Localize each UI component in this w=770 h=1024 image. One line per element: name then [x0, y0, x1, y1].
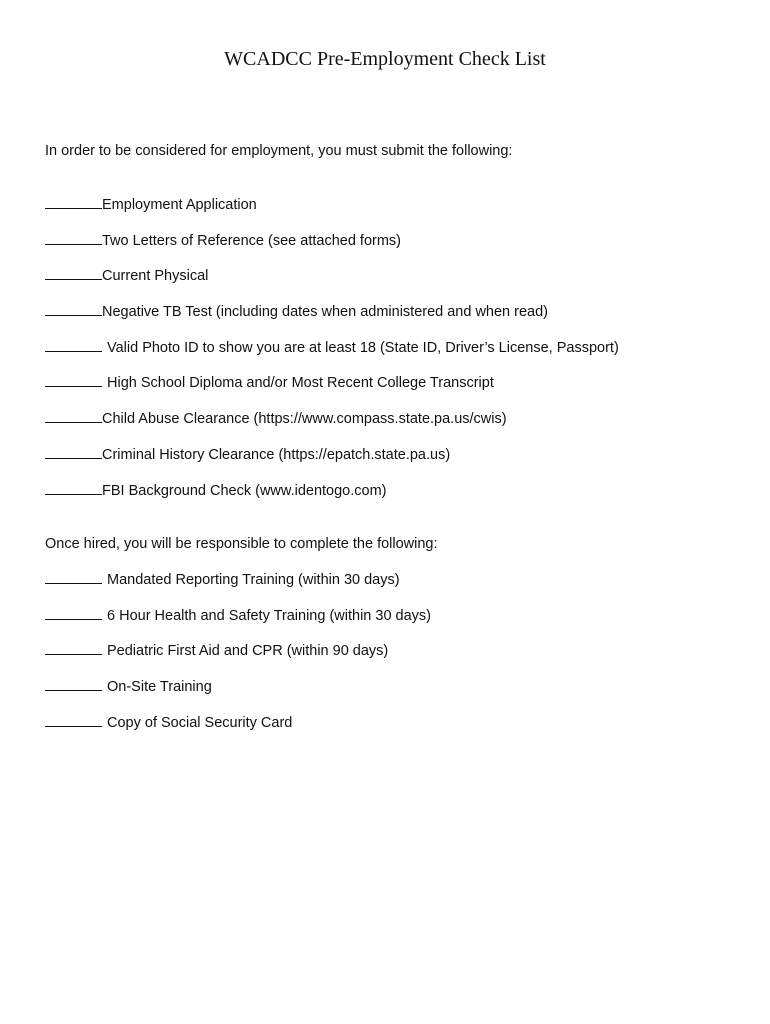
pre-employment-checklist	[45, 194, 745, 515]
checklist-item-label: Criminal History Clearance (https://epatch.state.pa.us)	[102, 446, 451, 463]
checkbox-blank-line[interactable]	[45, 372, 102, 387]
checkbox-blank-line[interactable]	[45, 676, 102, 691]
checklist-item-label: Pediatric First Aid and CPR (within 90 days)	[107, 643, 389, 660]
checklist-item-label: Copy of Social Security Card	[107, 714, 293, 731]
checkbox-blank-line[interactable]	[45, 230, 102, 245]
checkbox-blank-line[interactable]	[45, 408, 102, 423]
checklist-item-label: On-Site Training	[107, 679, 212, 696]
checklist-item-tb-test	[45, 301, 745, 337]
checklist-item-on-site-training	[45, 676, 745, 712]
checklist-item-label: Two Letters of Reference (see attached forms)	[102, 232, 401, 249]
checkbox-blank-line[interactable]	[45, 569, 102, 584]
checklist-item-employment-application	[45, 194, 745, 230]
checklist-item-photo-id	[45, 337, 745, 373]
checklist-item-current-physical	[45, 265, 745, 301]
checklist-item-child-abuse-clearance	[45, 408, 745, 444]
checklist-item-label: Mandated Reporting Training (within 30 days)	[107, 572, 400, 588]
intro-text: In order to be considered for employment, you must submit the following:	[45, 143, 513, 159]
checklist-item-first-aid-cpr	[45, 640, 745, 676]
checkbox-blank-line[interactable]	[45, 194, 102, 209]
checkbox-blank-line[interactable]	[45, 480, 102, 495]
checklist-item-label: Negative TB Test (including dates when administered and when read)	[102, 304, 549, 321]
checkbox-blank-line[interactable]	[45, 712, 102, 727]
checkbox-blank-line[interactable]	[45, 301, 102, 316]
checklist-item-label: Employment Application	[102, 197, 257, 213]
checklist-item-mandated-reporting	[45, 569, 745, 605]
checklist-item-label: Current Physical	[102, 268, 209, 285]
checklist-item-label: Child Abuse Clearance (https://www.compass.state.pa.us/cwis)	[102, 411, 507, 428]
post-hire-checklist	[45, 569, 745, 747]
checkbox-blank-line[interactable]	[45, 444, 102, 459]
checklist-item-fbi-background-check	[45, 480, 745, 516]
checklist-item-diploma-transcript	[45, 372, 745, 408]
checklist-item-label: FBI Background Check (www.identogo.com)	[102, 482, 387, 499]
checkbox-blank-line[interactable]	[45, 605, 102, 620]
page-title: WCADCC Pre-Employment Check List	[224, 48, 546, 70]
checklist-item-criminal-history-clearance	[45, 444, 745, 480]
checklist-item-label: 6 Hour Health and Safety Training (within 30 days)	[107, 607, 432, 624]
checklist-item-label: Valid Photo ID to show you are at least 18 (State ID, Driver’s License, Passport)	[107, 339, 619, 356]
checkbox-blank-line[interactable]	[45, 640, 102, 655]
checklist-item-letters-of-reference	[45, 230, 745, 266]
checkbox-blank-line[interactable]	[45, 337, 102, 352]
checkbox-blank-line[interactable]	[45, 265, 102, 280]
checklist-item-health-safety-training	[45, 605, 745, 641]
checklist-item-social-security-card	[45, 712, 745, 748]
checklist-item-label: High School Diploma and/or Most Recent College Transcript	[107, 375, 494, 392]
post-hire-heading: Once hired, you will be responsible to complete the following:	[45, 536, 438, 552]
